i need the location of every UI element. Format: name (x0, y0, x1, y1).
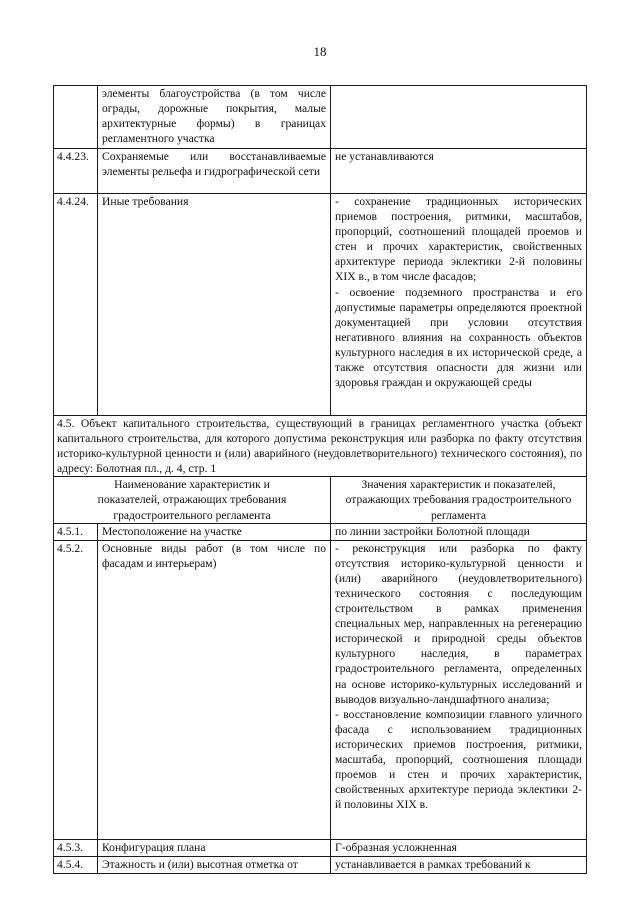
row-number: 4.5.3. (54, 839, 98, 856)
characteristic-name: Иные требования (98, 194, 331, 416)
row-number: 4.5.4. (54, 856, 98, 873)
row-number (54, 86, 98, 149)
table-row (54, 540, 587, 839)
characteristic-value (331, 540, 587, 839)
table-row (54, 856, 587, 873)
table-row (54, 86, 587, 149)
value-paragraph: - реконструкция или разборка по факту отсутствия историко-культурной ценности и (или) аварийного (неудовлетворительного) технического состояния с последующим строительством в рамках применения специальных мер, направленных на регенерацию исторической и природной среды объектов культурного наследия, в параметрах градостроительного регламента, определенных на основе историко-культурных исследований и выводов визуально-ландшафтного анализа; (335, 541, 582, 706)
characteristic-name: Конфигурация плана (98, 839, 331, 856)
characteristic-name: Этажность и (или) высотная отметка от (98, 856, 331, 873)
characteristic-value: по линии застройки Болотной площади (331, 523, 587, 540)
header-row (54, 477, 587, 523)
regulation-table (53, 85, 587, 874)
table-row (54, 839, 587, 856)
characteristic-name: Сохраняемые или восстанавливаемые элементы рельефа и гидрографической сети (98, 149, 331, 194)
row-number: 4.4.23. (54, 149, 98, 194)
characteristic-name: элементы благоустройства (в том числе ограды, дорожные покрытия, малые архитектурные формы) в границах регламентного участка (98, 86, 331, 149)
value-paragraph: - восстановление композиции главного уличного фасада с использованием традиционных исторических приемов построения, ритмики, масштаба, пропорций, соотношения площади проемов и стен и прочих характеристик, свойственных архитектуре периода эклектики 2-й половины XIX в. (335, 707, 582, 812)
value-paragraph: - освоение подземного пространства и его допустимые параметры определяются проектной документацией при условии отсутствия негативного влияния на сохранность объектов культурного наследия в их исторической среде, а также отсутствия опасности для жизни или здоровья граждан и окружающей среды (335, 285, 582, 390)
characteristic-value (331, 86, 587, 149)
column-header-value: Значения характеристик и показателей, отражающих требования градостроительного регламента (331, 477, 587, 523)
characteristic-value: устанавливается в рамках требований к (331, 856, 587, 873)
section-row (54, 416, 587, 477)
page-number: 18 (313, 44, 327, 59)
value-paragraph: - сохранение традиционных исторических приемов построения, ритмики, масштабов, пропорций, соотношений площадей проемов и стен и прочих характеристик, свойственных архитектуре периода эклектики 2-й половины XIX в., в том числе фасадов; (335, 195, 582, 284)
row-number: 4.5.2. (54, 540, 98, 839)
characteristic-name: Основные виды работ (в том числе по фасадам и интерьерам) (98, 540, 331, 839)
table-row (54, 194, 587, 416)
characteristic-value: не устанавливаются (331, 149, 587, 194)
table-row (54, 523, 587, 540)
row-number: 4.5.1. (54, 523, 98, 540)
table-row (54, 149, 587, 194)
characteristic-value (331, 194, 587, 416)
column-header-name: Наименование характеристик и показателей, отражающих требования градостроительного регламента (54, 477, 331, 523)
characteristic-value: Г-образная усложненная (331, 839, 587, 856)
characteristic-name: Местоположение на участке (98, 523, 331, 540)
row-number: 4.4.24. (54, 194, 98, 416)
section-heading: 4.5. Объект капитального строительства, существующий в границах регламентного участка (объект капитального строительства, для которого допустима реконструкция или разборка по факту отсутствия историко-культурной ценности и (или) аварийного (неудовлетворительного) технического состояния), по адресу: Болотная пл., д. 4, стр. 1 (54, 416, 587, 477)
